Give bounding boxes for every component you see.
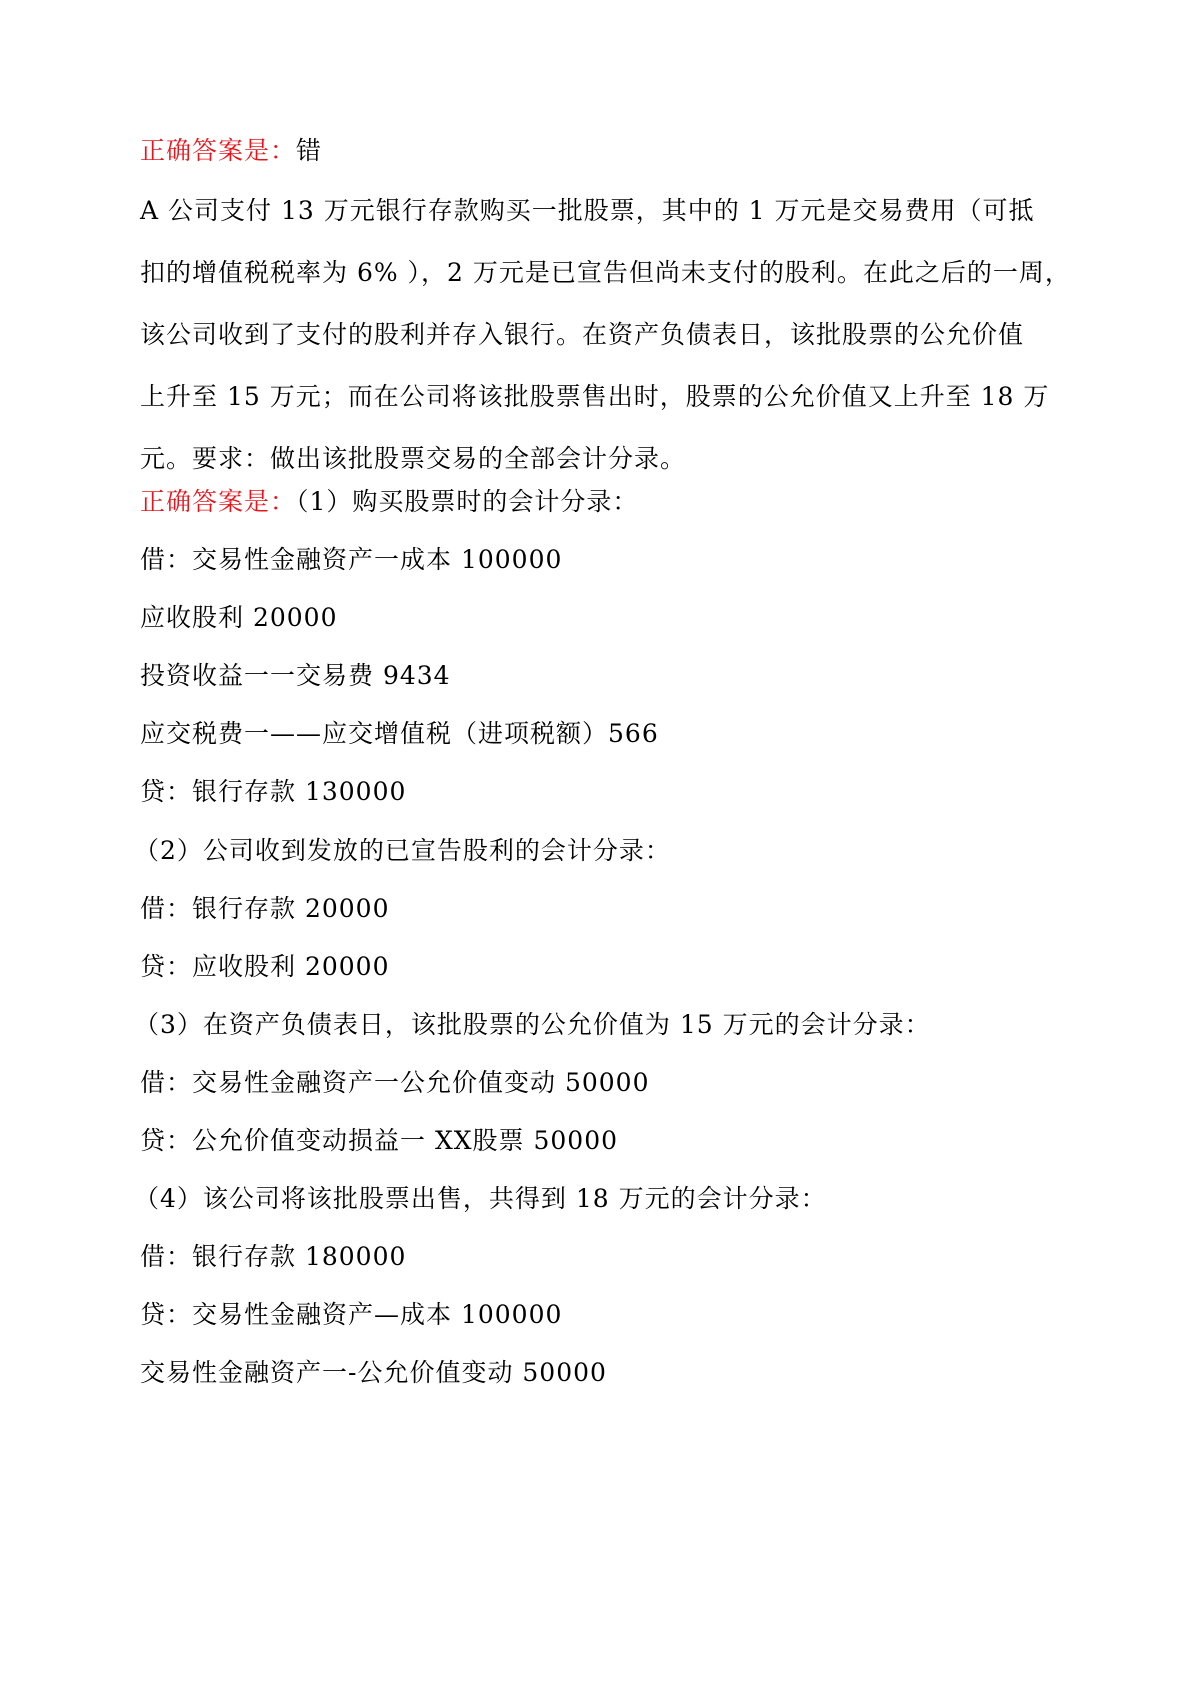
answer-intro: （1）购买股票时的会计分录： xyxy=(296,487,639,516)
answer-line-2 xyxy=(140,485,638,519)
journal-entry: 借：银行存款 180000 xyxy=(140,1242,407,1271)
journal-entry: 应收股利 20000 xyxy=(140,603,338,632)
answer-label: 正确答案是： xyxy=(140,136,297,165)
journal-entry: 贷：应收股利 20000 xyxy=(140,952,390,981)
journal-entry: 贷：银行存款 130000 xyxy=(140,777,407,806)
question-paragraph xyxy=(140,180,1080,490)
journal-step-heading: （3）在资产负债表日，该批股票的公允价值为 15 万元的会计分录： xyxy=(134,1010,931,1039)
journal-entry: 应交税费一——应交增值税（进项税额）566 xyxy=(140,719,659,748)
question-line: 上升至 15 万元；而在公司将该批股票售出时，股票的公允价值又上升至 18 万 xyxy=(140,382,1050,411)
question-line: 元。要求：做出该批股票交易的全部会计分录。 xyxy=(140,444,687,473)
question-line: A 公司支付 13 万元银行存款购买一批股票，其中的 1 万元是交易费用（可抵 xyxy=(140,196,1035,225)
journal-step-heading: （4）该公司将该批股票出售，共得到 18 万元的会计分录： xyxy=(134,1184,827,1213)
question-line: 该公司收到了支付的股利并存入银行。在资产负债表日，该批股票的公允价值 xyxy=(140,320,1025,349)
answer-value: 错 xyxy=(296,136,323,165)
journal-entry: 投资收益一一交易费 9434 xyxy=(140,661,451,690)
journal-entry: 借：交易性金融资产一成本 100000 xyxy=(140,545,563,574)
question-line: 扣的增值税税率为 6% ），2 万元是已宣告但尚未支付的股利。在此之后的一周， xyxy=(140,258,1071,287)
journal-entry: 借：交易性金融资产一公允价值变动 50000 xyxy=(140,1068,650,1097)
journal-entry: 贷：公允价值变动损益一 XX股票 50000 xyxy=(140,1126,619,1155)
answer-label: 正确答案是： xyxy=(140,487,297,516)
answer-line-1 xyxy=(140,134,322,168)
journal-entry: 贷：交易性金融资产—成本 100000 xyxy=(140,1300,563,1329)
journal-step-heading: （2）公司收到发放的已宣告股利的会计分录： xyxy=(134,836,671,865)
journal-entry: 交易性金融资产一-公允价值变动 50000 xyxy=(140,1358,607,1387)
journal-entry: 借：银行存款 20000 xyxy=(140,894,390,923)
